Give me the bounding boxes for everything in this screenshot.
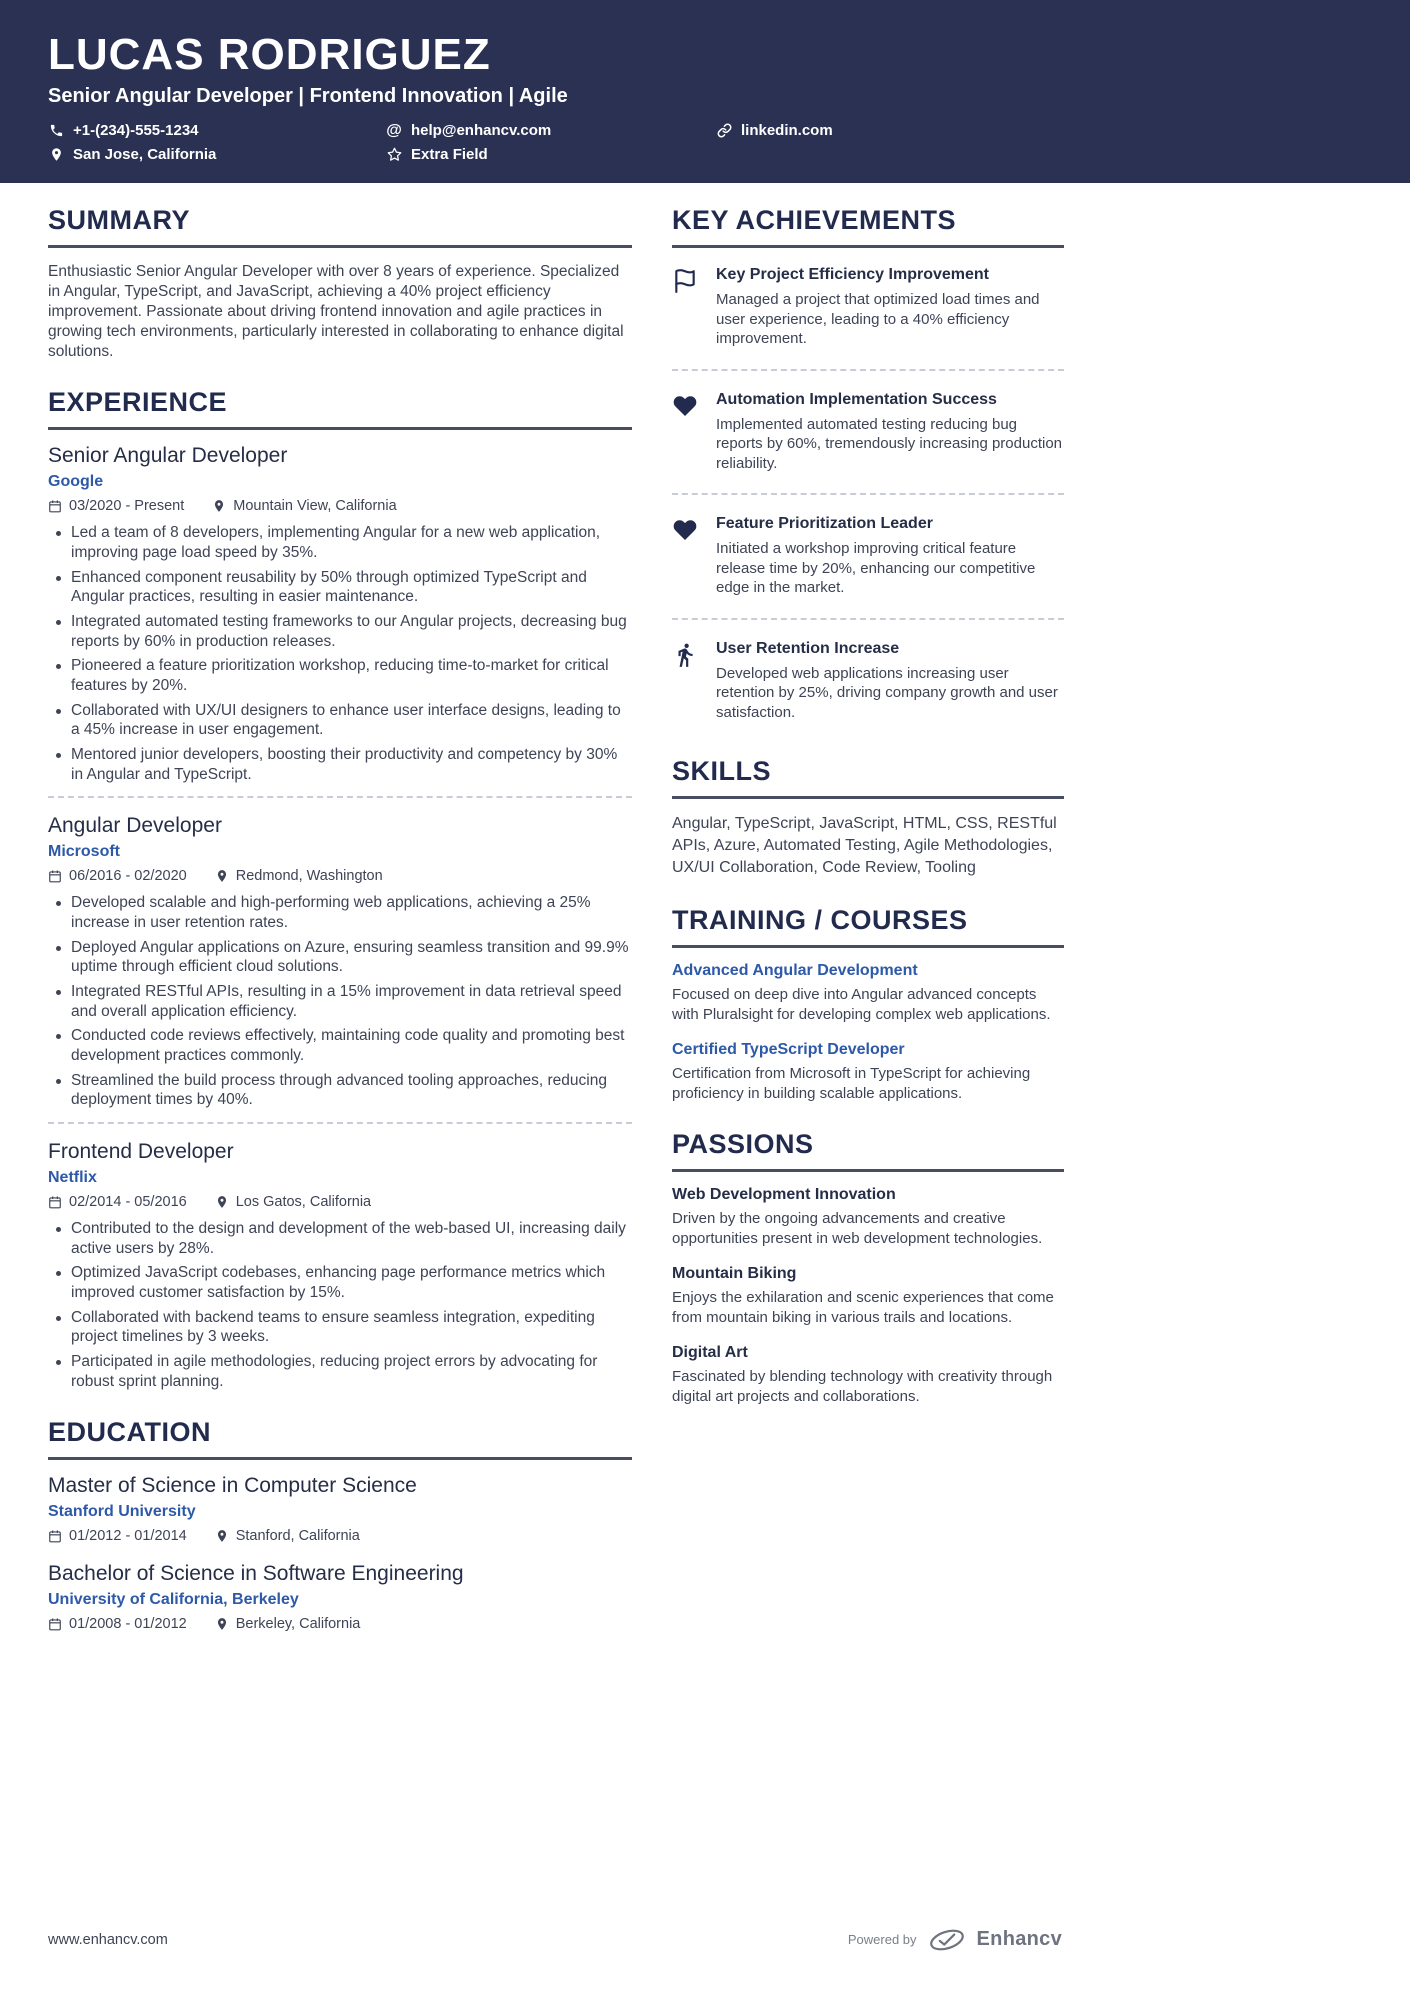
- job-meta: [48, 498, 632, 514]
- job-bullet: Pioneered a feature prioritization workshop, reducing time-to-market for critical features by 20%.: [48, 656, 632, 695]
- powered-by-badge[interactable]: [848, 1928, 1062, 1951]
- education-entry: [48, 1474, 632, 1544]
- job-bullet: Enhanced component reusability by 50% through optimized TypeScript and Angular practices, resulting in easier maintenance.: [48, 568, 632, 607]
- passion-text: Driven by the ongoing advancements and creative opportunities present in web development technologies.: [672, 1210, 1043, 1247]
- job-meta: [48, 1194, 632, 1210]
- job-bullet: Conducted code reviews effectively, maintaining code quality and promoting best development practices commonly.: [48, 1026, 632, 1065]
- job-bullets: [48, 1219, 632, 1391]
- calendar-icon: [48, 1195, 62, 1209]
- job-bullet: Collaborated with backend teams to ensure seamless integration, expediting project timelines by 3 weeks.: [48, 1308, 632, 1347]
- school-name: Stanford University: [48, 1503, 196, 1521]
- achievements-title: KEY ACHIEVEMENTS: [672, 205, 1064, 248]
- education-location-text: Stanford, California: [235, 1528, 360, 1545]
- training-section: [672, 905, 1064, 1103]
- degree-name: Master of Science in Computer Science: [48, 1474, 417, 1498]
- job-bullet: Mentored junior developers, boosting their productivity and competency by 30% in Angular and TypeScript.: [48, 745, 632, 784]
- job-role: Frontend Developer: [48, 1140, 234, 1164]
- job-company: Netflix: [48, 1169, 97, 1187]
- course-text: Focused on deep dive into Angular advanced concepts with Pluralsight for developing complex web applications.: [672, 986, 1051, 1023]
- achievement-item: [672, 262, 1064, 357]
- phone-contact: [48, 122, 386, 139]
- linkedin-text[interactable]: linkedin.com: [741, 122, 833, 140]
- contact-info: [48, 122, 1362, 163]
- calendar-icon: [48, 499, 62, 513]
- page-footer: [48, 1928, 1062, 1951]
- education-dates: [48, 1616, 187, 1632]
- passion-text: Fascinated by blending technology with creativity through digital art projects and collaborations.: [672, 1368, 1053, 1405]
- heart-icon: [672, 515, 702, 598]
- summary-title: SUMMARY: [48, 205, 632, 248]
- skills-section: [672, 756, 1064, 879]
- experience-section: [48, 387, 632, 1391]
- resume-header: [0, 0, 1410, 183]
- education-section: [48, 1417, 632, 1632]
- walking-person-icon: [672, 640, 702, 723]
- education-dates: [48, 1528, 187, 1544]
- achievement-text: Initiated a workshop improving critical feature release time by 20%, enhancing our competitive edge in the market.: [716, 540, 1036, 597]
- job-bullet: Participated in agile methodologies, reducing project errors by advocating for robust sprint planning.: [48, 1352, 632, 1391]
- skills-title: SKILLS: [672, 756, 1064, 799]
- experience-title: EXPERIENCE: [48, 387, 632, 430]
- job-bullet: Contributed to the design and development of the web-based UI, increasing daily active users by 28%.: [48, 1219, 632, 1258]
- job-location: [215, 1194, 371, 1210]
- powered-by-label: Powered by: [847, 1932, 917, 1947]
- job-company: Microsoft: [48, 843, 120, 861]
- location-pin-icon: [48, 147, 64, 162]
- course-item: [672, 1041, 1064, 1103]
- job-bullet: Optimized JavaScript codebases, enhancing page performance metrics which improved customer satisfaction by 15%.: [48, 1263, 632, 1302]
- passion-text: Enjoys the exhilaration and scenic experiences that come from mountain biking in various trails and locations.: [672, 1289, 1054, 1326]
- location-pin-icon: [215, 1195, 229, 1209]
- achievement-title: Feature Prioritization Leader: [716, 515, 933, 533]
- job-bullets: [48, 523, 632, 784]
- star-icon: [386, 147, 402, 162]
- achievement-title: Automation Implementation Success: [716, 390, 997, 408]
- passion-item: [672, 1344, 1064, 1406]
- footer-site-link[interactable]: www.enhancv.com: [48, 1931, 168, 1948]
- calendar-icon: [48, 1617, 62, 1631]
- heart-icon: [672, 391, 702, 474]
- job-location: [215, 868, 383, 884]
- achievement-item: [672, 636, 1064, 731]
- achievement-body: [716, 391, 1064, 474]
- left-column: [48, 205, 632, 1658]
- passion-item: [672, 1265, 1064, 1327]
- passions-section: [672, 1129, 1064, 1406]
- candidate-name: LUCAS RODRIGUEZ: [48, 30, 491, 79]
- enhancv-logo-icon: [927, 1929, 967, 1951]
- divider: [672, 369, 1064, 371]
- course-title: Advanced Angular Development: [672, 962, 918, 980]
- phone-icon: [48, 123, 64, 138]
- job-bullet: Developed scalable and high-performing web applications, achieving a 25% increase in user retention rates.: [48, 893, 632, 932]
- email-contact[interactable]: [386, 122, 716, 139]
- experience-entry: [48, 1140, 632, 1391]
- achievements-section: [672, 205, 1064, 730]
- job-dates: [48, 1194, 187, 1210]
- education-meta: [48, 1528, 632, 1544]
- link-icon: [716, 123, 732, 138]
- job-bullets: [48, 893, 632, 1110]
- skills-list: Angular, TypeScript, JavaScript, HTML, CSS, RESTful APIs, Azure, Automated Testing, Agile Methodologies, UX/UI Collaboration, Code Review, Tooling: [672, 815, 1057, 877]
- passion-item: [672, 1186, 1064, 1248]
- phone-text: +1-(234)-555-1234: [73, 122, 199, 140]
- location-pin-icon: [212, 499, 226, 513]
- job-location-text: Los Gatos, California: [235, 1194, 372, 1211]
- education-location-text: Berkeley, California: [235, 1616, 361, 1633]
- job-location: [212, 498, 396, 514]
- achievement-title: User Retention Increase: [716, 639, 900, 657]
- location-pin-icon: [215, 869, 229, 883]
- passion-title: Mountain Biking: [672, 1265, 797, 1283]
- education-location: [215, 1616, 361, 1632]
- linkedin-contact[interactable]: [716, 122, 1362, 139]
- divider: [48, 1122, 632, 1124]
- achievement-item: [672, 387, 1064, 482]
- calendar-icon: [48, 1529, 62, 1543]
- job-location-text: Mountain View, California: [233, 498, 397, 515]
- course-item: [672, 962, 1064, 1024]
- experience-entry: [48, 444, 632, 784]
- location-contact: [48, 146, 386, 163]
- extra-field-contact: [386, 146, 716, 163]
- education-location: [215, 1528, 360, 1544]
- summary-section: [48, 205, 632, 361]
- education-title: EDUCATION: [48, 1417, 632, 1460]
- course-text: Certification from Microsoft in TypeScript for achieving proficiency in building scalable applications.: [672, 1065, 1031, 1102]
- education-entry: [48, 1562, 632, 1632]
- job-bullet: Streamlined the build process through advanced tooling approaches, reducing deployment times by 40%.: [48, 1071, 632, 1110]
- summary-text: Enthusiastic Senior Angular Developer with over 8 years of experience. Specialized in Angular, TypeScript, and JavaScript, achieving a 40% project efficiency improvement. Passionate about driving frontend innovation and agile practices in growing tech environments, particularly interested in collaborating to enhance digital solutions.: [48, 263, 624, 360]
- divider: [672, 493, 1064, 495]
- achievement-text: Managed a project that optimized load times and user experience, leading to a 40% efficiency improvement.: [716, 291, 1040, 348]
- job-dates-text: 02/2014 - 05/2016: [69, 1194, 187, 1211]
- divider: [672, 618, 1064, 620]
- job-bullet: Deployed Angular applications on Azure, ensuring seamless transition and 99.9% uptime through efficient cloud solutions.: [48, 938, 632, 977]
- education-dates-text: 01/2008 - 01/2012: [69, 1616, 187, 1633]
- job-dates-text: 03/2020 - Present: [69, 498, 185, 515]
- enhancv-brand-name: Enhancv: [976, 1928, 1062, 1950]
- achievement-text: Implemented automated testing reducing bug reports by 60%, tremendously increasing production reliability.: [716, 415, 1063, 472]
- achievement-body: [716, 515, 1064, 598]
- training-title: TRAINING / COURSES: [672, 905, 1064, 948]
- job-dates: [48, 498, 184, 514]
- job-bullet: Integrated RESTful APIs, resulting in a 15% improvement in data retrieval speed and overall application efficiency.: [48, 982, 632, 1021]
- degree-name: Bachelor of Science in Software Engineering: [48, 1562, 464, 1586]
- job-meta: [48, 868, 632, 884]
- candidate-headline: Senior Angular Developer | Frontend Innovation | Agile: [48, 85, 568, 108]
- education-dates-text: 01/2012 - 01/2014: [69, 1528, 187, 1545]
- resume-body: [0, 183, 1410, 1658]
- achievement-text: Developed web applications increasing user retention by 25%, driving company growth and user satisfaction.: [716, 664, 1058, 721]
- at-icon: @: [386, 121, 402, 139]
- location-text: San Jose, California: [73, 146, 217, 164]
- location-pin-icon: [215, 1529, 229, 1543]
- right-column: [672, 205, 1064, 1658]
- job-dates-text: 06/2016 - 02/2020: [69, 868, 187, 885]
- flag-icon: [672, 266, 702, 349]
- location-pin-icon: [215, 1617, 229, 1631]
- education-meta: [48, 1616, 632, 1632]
- achievement-title: Key Project Efficiency Improvement: [716, 266, 989, 284]
- experience-entry: [48, 814, 632, 1110]
- achievement-body: [716, 640, 1064, 723]
- achievement-body: [716, 266, 1064, 349]
- email-text[interactable]: help@enhancv.com: [411, 122, 552, 140]
- passions-title: PASSIONS: [672, 1129, 1064, 1172]
- job-bullet: Led a team of 8 developers, implementing Angular for a new web application, improving page load speed by 35%.: [48, 523, 632, 562]
- job-location-text: Redmond, Washington: [235, 868, 383, 885]
- job-role: Angular Developer: [48, 814, 222, 838]
- school-name: University of California, Berkeley: [48, 1591, 299, 1609]
- job-bullet: Integrated automated testing frameworks to our Angular projects, decreasing bug reports by 60% in production releases.: [48, 612, 632, 651]
- divider: [48, 796, 632, 798]
- calendar-icon: [48, 869, 62, 883]
- course-title: Certified TypeScript Developer: [672, 1041, 905, 1059]
- job-dates: [48, 868, 187, 884]
- passion-title: Digital Art: [672, 1344, 748, 1362]
- job-company: Google: [48, 473, 104, 491]
- job-bullet: Collaborated with UX/UI designers to enhance user interface designs, leading to a 45% increase in user engagement.: [48, 701, 632, 740]
- job-role: Senior Angular Developer: [48, 444, 288, 468]
- passion-title: Web Development Innovation: [672, 1186, 896, 1204]
- achievement-item: [672, 511, 1064, 606]
- extra-field-text: Extra Field: [411, 146, 488, 164]
